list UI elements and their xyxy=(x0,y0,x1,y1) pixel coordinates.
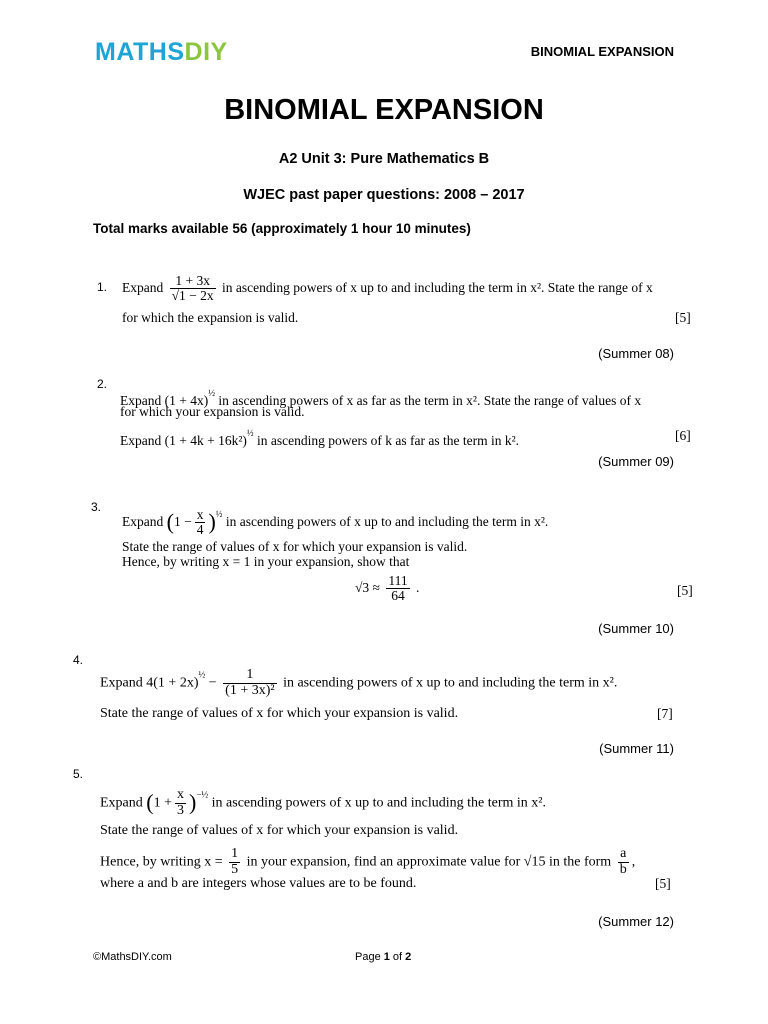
subtitle-papers: WJEC past paper questions: 2008 – 2017 xyxy=(243,187,525,203)
question-5-line-4: where a and b are integers whose values are to be found. xyxy=(100,876,417,891)
question-5-line-2: State the range of values of x for which your expansion is valid. xyxy=(100,823,459,838)
question-4-session: (Summer 11) xyxy=(599,741,674,756)
question-3-session: (Summer 10) xyxy=(598,621,674,636)
question-4-marks: [7] xyxy=(657,706,673,721)
subtitle-unit: A2 Unit 3: Pure Mathematics B xyxy=(278,151,490,167)
question-3-number: 3. xyxy=(91,500,102,514)
question-5-line-1: Expand (1 + $\frac{x}{3}$ )$^{-\frac{1}{2}}$ in ascending powers of x up to and including the term in x². xyxy=(100,787,546,818)
question-3-equation: √3 ≈ $\frac{111}{64}$ . xyxy=(355,573,420,604)
question-2-line-1: Expand $(1 + 4x)^{\frac{1}{2}}$ in ascending powers of x as far as the term in x². State the range of values of x xyxy=(120,388,642,408)
question-5-marks: [5] xyxy=(655,876,671,891)
question-4-line-1: Expand $4(1 + 2x)^{\frac{1}{2}}$ − $\frac{1}{\text{(1 + 3x)²}}$ in ascending powers of x up to and including the term in x². xyxy=(100,667,618,698)
question-3-marks: [5] xyxy=(677,583,693,598)
question-2-session: (Summer 09) xyxy=(598,454,674,469)
footer-copyright: ©MathsDIY.com xyxy=(93,951,172,963)
question-1-marks: [5] xyxy=(675,310,691,325)
footer-page-number: Page 1 of 2 xyxy=(355,951,412,963)
question-2-line-3: Expand $(1 + 4k + 16k^2)^{\frac{1}{2}}$ in ascending powers of k as far as the term in k². xyxy=(120,428,519,448)
question-3-line-1: Expand (1 − $\frac{x}{4}$ )$^{\frac{1}{2}}$ in ascending powers of x up to and including the term in x². xyxy=(122,507,549,538)
page-title: BINOMIAL EXPANSION xyxy=(224,94,544,126)
header-title: BINOMIAL EXPANSION xyxy=(530,44,674,59)
question-3-line-2: State the range of values of x for which your expansion is valid. xyxy=(122,539,468,554)
mathsdiy-logo: MATHSDIY xyxy=(95,38,228,66)
question-1-number: 1. xyxy=(97,280,108,294)
question-1-fraction: $\frac{1 + 3x}{√1 - 2x}$ xyxy=(171,273,214,304)
question-1-session: (Summer 08) xyxy=(598,346,674,361)
question-2-marks: [6] xyxy=(675,428,691,443)
question-5-number: 5. xyxy=(73,767,84,781)
total-marks: Total marks available 56 (approximately 1 hour 10 minutes) xyxy=(93,221,471,236)
question-4-number: 4. xyxy=(73,653,84,667)
question-4-line-2: State the range of values of x for which your expansion is valid. xyxy=(100,706,459,721)
question-1-line-1: Expand $\frac{1 + 3x}{√1 - 2x}$ in ascending powers of x up to and including the term in x². State the range of x xyxy=(122,273,653,304)
question-2-line-2: for which your expansion is valid. xyxy=(120,404,305,419)
question-1-line-2: for which the expansion is valid. xyxy=(122,310,299,325)
question-3-line-3: Hence, by writing x = 1 in your expansion, show that xyxy=(122,554,410,569)
question-5-line-3: Hence, by writing x = $\frac{1}{5}$ in your expansion, find an approximate value for √15 in the form $\frac{a}{b}$ , xyxy=(100,846,636,877)
question-5-session: (Summer 12) xyxy=(598,914,674,929)
question-2-number: 2. xyxy=(97,377,108,391)
